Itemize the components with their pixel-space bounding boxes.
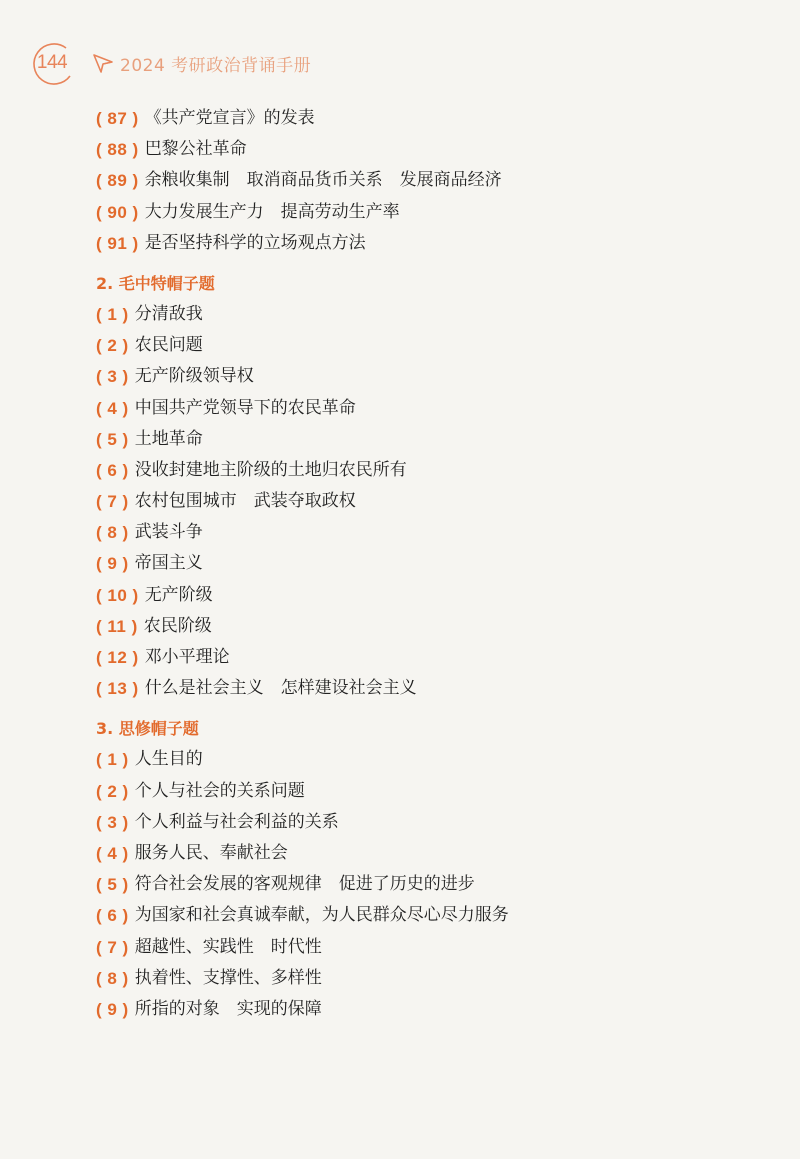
item-text: 余粮收集制 取消商品货币关系 发展商品经济 [144,170,502,191]
list-item [96,963,756,994]
item-number: ( 7 ) [96,937,129,957]
list-item [96,838,756,869]
item-text: 大力发展生产力 提高劳动生产率 [144,201,400,222]
item-number: ( 9 ) [96,554,129,574]
item-text: 分清敌我 [134,303,203,324]
list-item [96,900,756,931]
item-text: 没收封建地主阶级的土地归农民所有 [134,459,407,480]
section-sixiu [96,714,756,1025]
list-item [96,228,756,259]
item-text: 《共产党宣言》的发表 [144,108,315,128]
item-text: 超越性、实践性 时代性 [134,936,322,957]
item-text: 无产阶级领导权 [134,366,254,387]
item-text: 土地革命 [134,428,203,449]
item-number: ( 11 ) [96,616,138,636]
item-number: ( 91 ) [96,233,139,253]
item-text: 农民阶级 [143,615,212,636]
item-text: 帝国主义 [134,553,203,574]
item-number: ( 8 ) [96,523,129,543]
section-heading: 2. 毛中特帽子题 [96,273,215,293]
section-maozhongte [96,269,756,704]
item-text: 为国家和社会真诚奉献，为人民群众尽心尽力服务 [134,905,509,926]
item-text: 是否坚持科学的立场观点方法 [144,232,366,253]
list-item [96,517,756,548]
list-item [96,548,756,579]
list-item [96,299,756,330]
item-text: 农民问题 [134,335,203,356]
page-header [26,40,311,86]
item-number: ( 90 ) [96,202,139,222]
item-text: 执着性、支撑性、多样性 [134,967,322,988]
item-number: ( 6 ) [96,906,129,926]
item-text: 农村包围城市 武装夺取政权 [134,491,356,512]
item-text: 人生目的 [134,749,203,770]
item-number: ( 7 ) [96,492,129,512]
item-text: 无产阶级 [144,584,213,605]
item-list [96,744,756,1025]
list-item [96,580,756,611]
item-number: ( 2 ) [96,336,129,356]
list-item [96,673,756,704]
paper-plane-icon [92,52,114,74]
item-number: ( 1 ) [96,750,129,770]
page-number-badge [26,40,78,86]
item-number: ( 3 ) [96,367,129,387]
page-number: 144 [36,52,68,73]
item-number: ( 4 ) [96,398,129,418]
list-item [96,330,756,361]
section-continued [96,103,756,259]
item-number: ( 5 ) [96,875,129,895]
item-text: 服务人民、奉献社会 [134,842,288,863]
item-number: ( 9 ) [96,999,129,1019]
list-item [96,994,756,1025]
list-item [96,134,756,165]
item-number: ( 87 ) [96,109,139,128]
list-item [96,393,756,424]
item-number: ( 6 ) [96,460,129,480]
item-text: 个人与社会的关系问题 [134,780,305,801]
item-list [96,299,756,704]
item-number: ( 5 ) [96,429,129,449]
item-number: ( 4 ) [96,843,129,863]
answer-list [96,103,756,1025]
item-text: 中国共产党领导下的农民革命 [134,397,356,418]
list-item [96,611,756,642]
list-item [96,932,756,963]
item-number: ( 13 ) [96,679,139,699]
item-number: ( 2 ) [96,781,129,801]
item-text: 什么是社会主义 怎样建设社会主义 [144,678,417,699]
item-number: ( 1 ) [96,304,129,324]
item-text: 所指的对象 实现的保障 [134,998,322,1019]
section-heading: 3. 思修帽子题 [96,719,199,739]
item-number: ( 3 ) [96,812,129,832]
list-item [96,776,756,807]
item-number: ( 10 ) [96,585,139,605]
item-list [96,103,756,259]
list-item [96,455,756,486]
list-item [96,642,756,673]
book-title: 2024 考研政治背诵手册 [120,55,312,76]
item-number: ( 88 ) [96,140,139,160]
list-item [96,486,756,517]
item-number: ( 12 ) [96,648,139,667]
item-text: 符合社会发展的客观规律 促进了历史的进步 [134,874,475,895]
list-item [96,869,756,900]
list-item [96,424,756,455]
list-item [96,197,756,228]
item-text: 巴黎公社革命 [144,139,247,160]
list-item [96,361,756,392]
list-item [96,165,756,196]
list-item [96,807,756,838]
item-number: ( 89 ) [96,171,139,191]
list-item [96,744,756,775]
item-text: 邓小平理论 [144,647,230,667]
item-text: 武装斗争 [134,522,203,543]
list-item [96,103,756,134]
item-number: ( 8 ) [96,968,129,988]
item-text: 个人利益与社会利益的关系 [134,811,339,832]
